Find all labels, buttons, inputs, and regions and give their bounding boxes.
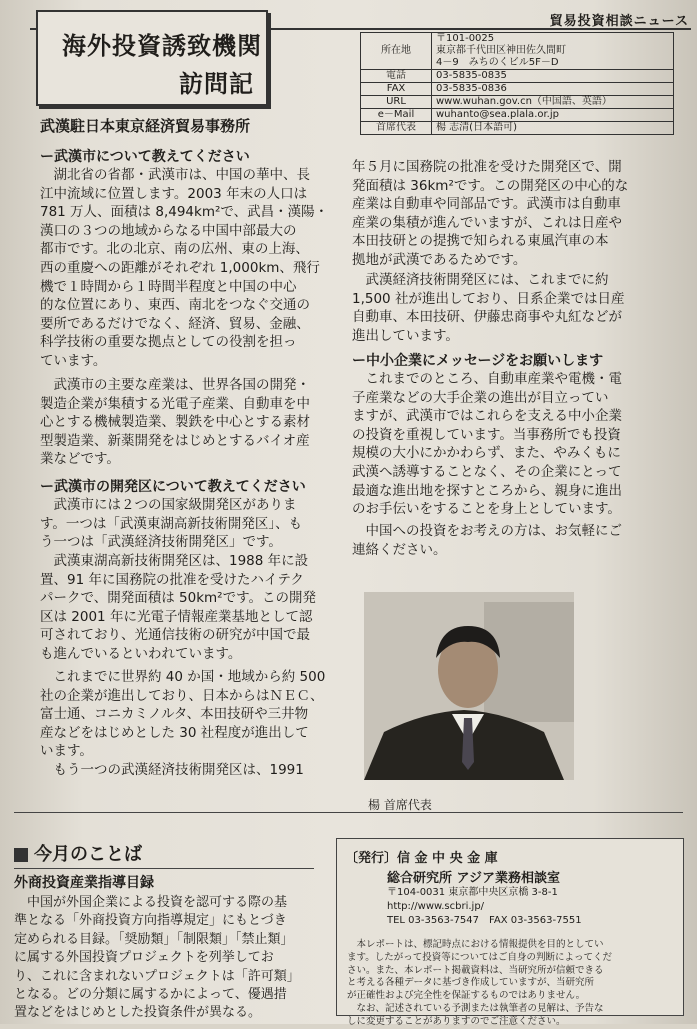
paragraph-wuhan-overview: 湖北省の省都・武漢市は、中国の華中、長 江中流域に位置します。2003 年末の人口は 781 万人、面積は 8,494km²で、武昌・漢陽・ 漢口の３つの地域からなる中国中部最大の 都市です。北の北京、南の広州、東の上海、 西の重慶への距離がそれぞれ 1,000km、飛行 機で１時間から１時間半程度と中国の中心 的な位置にあり、東西、南北をつなぐ交通の 要所であるだけでなく、経済、貿易、金融、 科学技術の重要な拠点としての役割を担っ ています。: [40, 167, 329, 369]
paragraph-dev-zones: 武漢市には２つの国家級開発区がありま す。一つは「武漢東湖高新技術開発区」、も う一つは「武漢経済技術開発区」です。: [40, 497, 303, 551]
organization-name: 武漢駐日本東京経済貿易事務所: [40, 117, 251, 135]
info-value: 03-5835-0835: [432, 70, 674, 83]
kotoba-heading: [14, 840, 142, 866]
paragraph-east-lake: 武漢東湖高新技術開発区は、1988 年に設 置、91 年に国務院の批准を受けたハイテク パークで、開発面積は 50km²です。この開発 区は 2001 年に光電子情報産業基地として認 可されており、光通信技術の研究が中国で最 も進んでいるといわれています。: [40, 553, 316, 662]
table-row: [361, 70, 674, 83]
title-line-1: 海外投資誘致機関: [62, 32, 262, 60]
paragraph-sme-message: これまでのところ、自動車産業や電機・電 子産業などの大手企業の進出が目立ってい ますが、武漢市ではこれらを支える中小企業 の投資を重視しています。当事務所でも投資 規模の大小にかかわらず、また、やみくもに 武漢へ誘導することなく、その企業にとって 最適な進出地を探すところから、親身に進出 のお手伝いをすることを身上としています。: [352, 371, 622, 518]
kotoba-heading-text: 今月のことば: [34, 844, 142, 865]
paragraph-industries: 武漢市の主要な産業は、世界各国の開発・ 製造企業が集積する光電子産業、自動車を中 心とする機械製造業、製鉄を中心とする素材 型製造業、新薬開発をはじめとするバイオ産 業などです。: [40, 377, 310, 468]
info-label: URL: [361, 96, 432, 109]
kotoba-rule: [14, 868, 314, 869]
table-row: [361, 109, 674, 122]
square-bullet-icon: [14, 848, 28, 862]
paragraph-companies: これまでに世界約 40 か国・地域から約 500 社の企業が進出しており、日本からはＮＥＣ、 富士通、コニカミノルタ、本田技研や三井物 産などをはじめとした 30 社程度が進出して います。: [40, 669, 326, 760]
title-line-2: 訪問記: [179, 70, 254, 98]
info-value: www.wuhan.gov.cn（中国語、英語）: [432, 96, 674, 109]
info-value: wuhanto@sea.plala.or.jp: [432, 109, 674, 122]
kotoba-term: 外商投資産業指導目録: [14, 875, 154, 891]
publisher-box: [336, 838, 684, 1027]
question-heading-2: ー武漢市の開発区について教えてください: [40, 479, 306, 495]
publisher-phone: TEL 03-3563-7547 FAX 03-3563-7551: [387, 915, 582, 926]
title-box: [36, 10, 268, 106]
question-heading-3: ー中小企業にメッセージをお願いします: [352, 353, 604, 369]
question-heading-1: ー武漢市について教えてください: [40, 149, 250, 165]
publisher-url: http://www.scbri.jp/: [387, 901, 485, 912]
paragraph-japanese-firms: 武漢経済技術開発区には、これまでに約 1,500 社が進出しており、日系企業では日産 自動車、本田技研、伊藤忠商事や丸紅などが 進出しています。: [352, 272, 625, 344]
table-row: [361, 96, 674, 109]
newsletter-title: 貿易投資相談ニュース: [549, 14, 689, 29]
info-label: 所在地: [361, 33, 432, 70]
photo-caption: 楊 首席代表: [368, 798, 432, 812]
info-label: 首席代表: [361, 122, 432, 135]
info-label: 電話: [361, 70, 432, 83]
info-label: FAX: [361, 83, 432, 96]
publisher-dept: 総合研究所 アジア業務相談室: [387, 871, 561, 886]
table-row: [361, 83, 674, 96]
publisher-address: 〒104-0031 東京都中央区京橋 3-8-1: [387, 887, 558, 898]
paragraph-contact: 中国への投資をお考えの方は、お気軽にご 連絡ください。: [352, 523, 622, 558]
info-label: e－Mail: [361, 109, 432, 122]
kotoba-body: 中国が外国企業による投資を認可する際の基 準となる「外商投資方向指導規定」にもとづき 定められる目録。「奨励類」「制限類」「禁止類」 に属する外国投資プロジェクトを列挙してお り、これに含まれないプロジェクトは「許可類」 となる。どの分類に属するかによって、優遇措 置などをはじめとした投資条件が異なる。: [14, 895, 300, 1021]
table-row: [361, 33, 674, 70]
section-divider: [14, 812, 683, 813]
paragraph-economic-zone: 年５月に国務院の批准を受けた開発区で、開 発面積は 36km²です。この開発区の中心的な 産業は自動車や同部品です。武漢市は自動車 産業の集積が進んでいますが、これは日産や 本田技研との提携で知られる東風汽車の本 拠地が武漢であるためです。: [352, 159, 629, 268]
info-value: 楊 志清(日本語可): [432, 122, 674, 135]
table-row: [361, 122, 674, 135]
contact-info-table: [360, 32, 674, 135]
info-value: 03-5835-0836: [432, 83, 674, 96]
info-value: 〒101-0025 東京都千代田区神田佐久間町 4－9 みちのくビル5F－D: [432, 33, 674, 70]
representative-photo: [364, 592, 574, 780]
paragraph-economic-zone-start: もう一つの武漢経済技術開発区は、1991: [40, 762, 304, 778]
publisher-name: 〔発行〕信 金 中 央 金 庫: [345, 851, 498, 866]
disclaimer-note: 本レポートは、標記時点における情報提供を目的としてい ます。したがって投資等についてはご自身の判断によってくだ さい。また、本レポート掲載資料は、当研究所が信頼できる と考える各種データに基づき作成していますが、当研究所 が正確性および完全性を保証するものではありません。 なお、記述されている予測または執筆者の見解は、予告な しに変更することがありますのでご注意ください。: [347, 939, 613, 1027]
